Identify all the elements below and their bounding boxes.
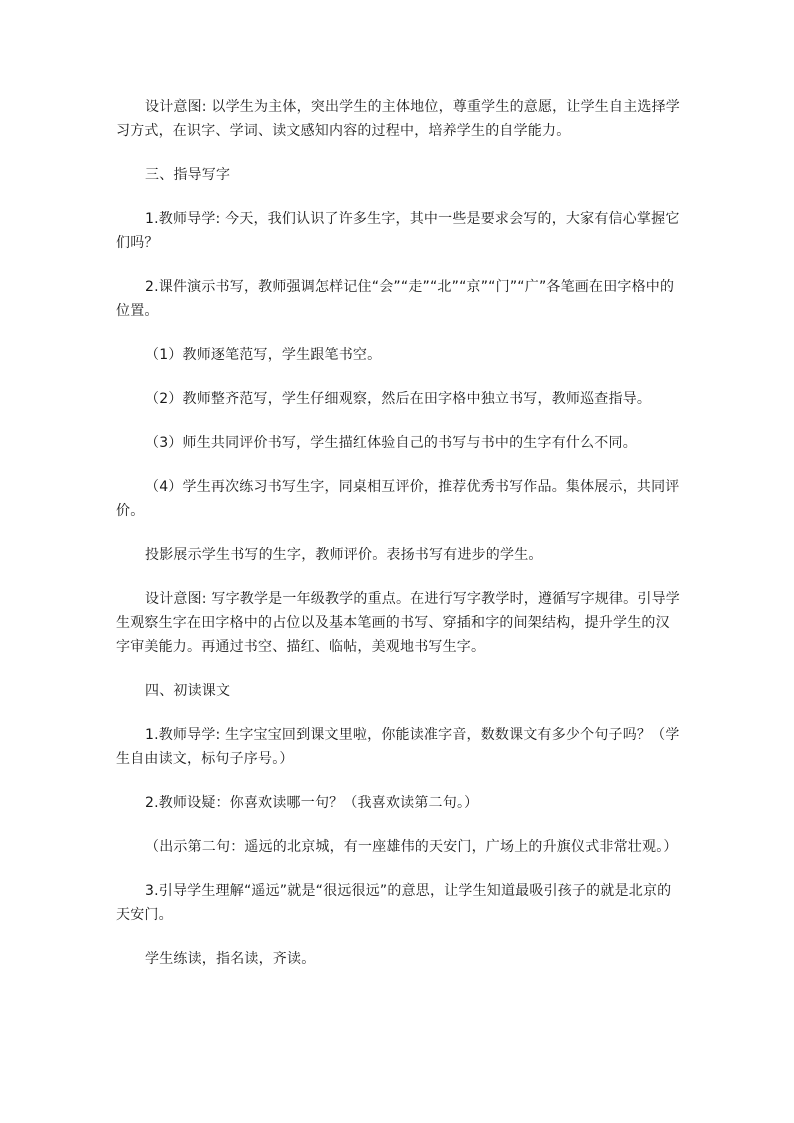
step-paragraph: 3.引导学生理解“遥远”就是“很远很远”的意思，让学生知道最吸引孩子的就是北京的天安门。 [116,883,672,923]
design-intent-paragraph-2: 设计意图: 写字教学是一年级教学的重点。在进行写字教学时，遵循写字规律。引导学生观察生字在田字格中的占位以及基本笔画的书写、穿插和字的间架结构，提升学生的汉字审美能力。再通过书空、描红、临帖，美观地书写生字。 [116,591,680,655]
body-paragraph: 学生练读，指名读，齐读。 [145,951,316,967]
substep-paragraph: （2）教师整齐范写，学生仔细观察，然后在田字格中独立书写，教师巡查指导。 [145,391,652,407]
body-paragraph: 投影展示学生书写的生字，教师评价。表扬书写有进步的学生。 [145,547,543,563]
section-heading-guide-writing: 三、指导写字 [145,167,231,183]
substep-paragraph: （4）学生再次练习书写生字，同桌相互评价，推荐优秀书写作品。集体展示，共同评价。 [116,479,680,519]
step-paragraph: 2.教师设疑：你喜欢读哪一句？（我喜欢读第二句。） [145,795,479,811]
design-intent-paragraph-1: 设计意图: 以学生为主体，突出学生的主体地位，尊重学生的意愿，让学生自主选择学习方式，在识字、学词、读文感知内容的过程中，培养学生的自学能力。 [116,99,680,139]
step-paragraph: 1.教师导学: 生字宝宝回到课文里啦，你能读准字音，数数课文有多少个句子吗？（学生自由读文，标句子序号。） [116,727,680,767]
quoted-sentence-paragraph: （出示第二句：遥远的北京城，有一座雄伟的天安门，广场上的升旗仪式非常壮观。） [145,839,678,855]
substep-paragraph: （1）教师逐笔范写，学生跟笔书空。 [145,347,382,363]
document-body [116,95,682,991]
step-paragraph: 2.课件演示书写，教师强调怎样记住“会”“走”“北”“京”“门”“广”各笔画在田字格中的位置。 [116,279,675,319]
step-paragraph: 1.教师导学: 今天，我们认识了许多生字，其中一些是要求会写的，大家有信心掌握它们吗？ [116,211,680,251]
section-heading-first-reading: 四、初读课文 [145,683,231,699]
substep-paragraph: （3）师生共同评价书写，学生描红体验自己的书写与书中的生字有什么不同。 [145,435,637,451]
